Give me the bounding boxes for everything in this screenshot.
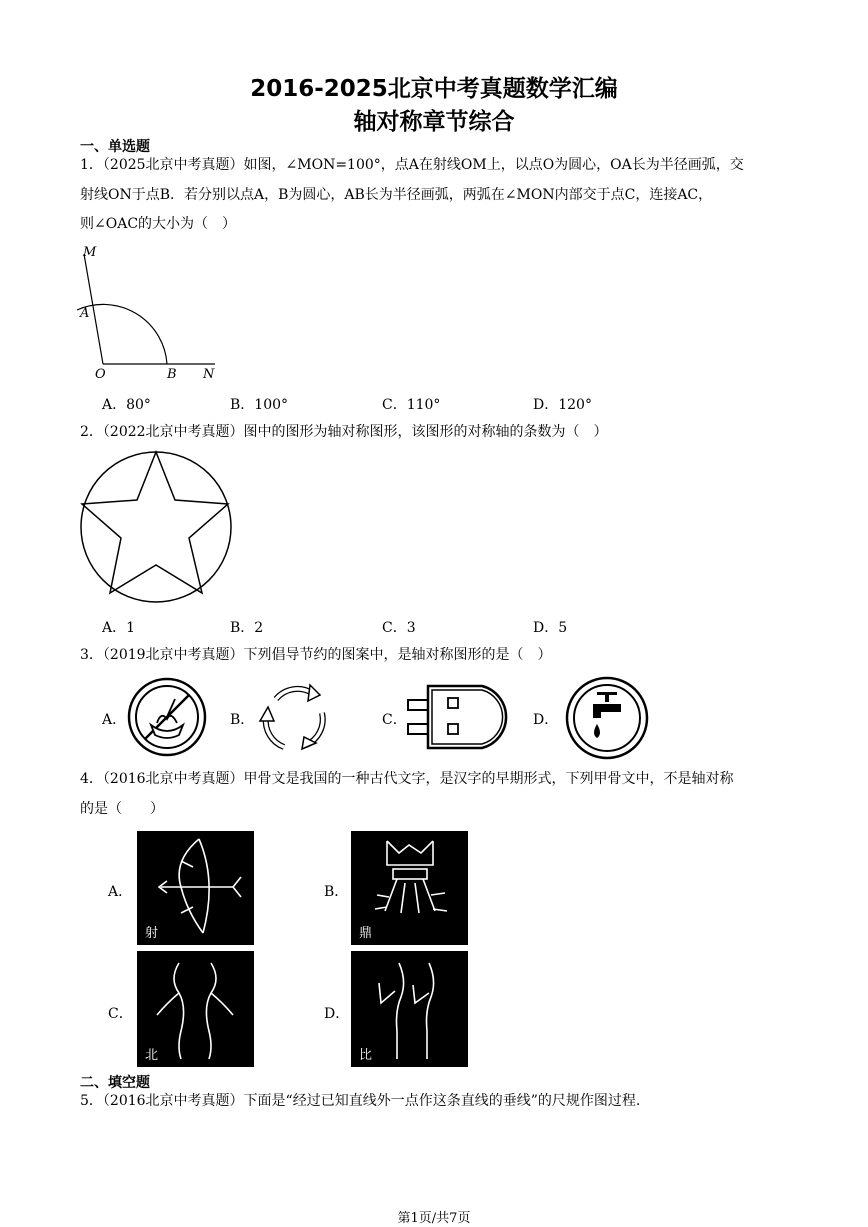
q3-option-b: B． [230,712,255,728]
q4-option-a: A． [108,884,133,900]
oracle-char-a [137,831,254,945]
page-number: 第1页/共7页 [397,1211,471,1226]
q1-option-c: C．110° [382,397,441,413]
label-n: N [203,367,215,382]
water-tap-icon [565,676,649,760]
rice-bowl-icon [127,677,209,759]
label-m: M [83,245,97,260]
q4-text-line1: 4．（2016北京中考真题）甲骨文是我国的一种古代文字，是汉字的早期形式，下列甲骨文中，不是轴对称 [80,771,734,787]
oracle-char-b [351,831,468,945]
q4-option-d: D． [324,1006,350,1022]
q3-option-d: D． [533,712,559,728]
q1-option-a: A．80° [102,397,151,413]
oracle-char-d [351,951,468,1067]
q2-option-a: A．1 [102,620,136,636]
q1-option-d: D．120° [533,397,592,413]
q4-text-line2: 的是（ ） [80,801,164,817]
q4-option-b: B． [324,884,349,900]
outer-circle [81,452,231,602]
q2-star-in-circle [78,448,238,608]
label-b: B [167,367,177,382]
label-a: A [80,306,90,321]
q1-text-line1: 1．（2025北京中考真题）如图，∠MON=100°，点A在射线OM上，以点O为圆心，OA长为半径画弧，交 [80,157,744,173]
q2-text-line1: 2．（2022北京中考真题）图中的图形为轴对称图形，该图形的对称轴的条数为（ ） [80,424,608,440]
doc-subtitle: 轴对称章节综合 [353,109,515,135]
q5-text-line1: 5．（2016北京中考真题）下面是“经过已知直线外一点作这条直线的垂线”的尺规作图过程. [80,1093,641,1109]
oracle-char-b-label: 鼎 [359,926,373,941]
arc-ab [77,304,167,364]
label-o: O [95,367,106,382]
oracle-char-a-label: 射 [145,926,159,941]
oracle-char-c-label: 北 [145,1048,159,1063]
q1-text-line2: 射线ON于点B．若分别以点A，B为圆心，AB长为半径画弧，两弧在∠MON内部交于点C，连接AC， [80,187,713,203]
q1-option-b: B．100° [230,397,289,413]
q3-option-a: A． [102,712,127,728]
q1-text-line3: 则∠OAC的大小为（ ） [80,216,237,232]
q4-option-c: C． [108,1006,133,1022]
recycle-arrows-icon [254,677,336,759]
q2-option-c: C．3 [382,620,416,636]
q3-option-c: C． [382,712,407,728]
q2-option-b: B．2 [230,620,264,636]
q2-option-d: D．5 [533,620,568,636]
section-single-choice: 一、单选题 [80,139,150,155]
doc-title: 2016-2025北京中考真题数学汇编 [250,76,618,102]
q1-figure [75,240,225,385]
q3-text-line1: 3．（2019北京中考真题）下列倡导节约的图案中，是轴对称图形的是（ ） [80,647,552,663]
power-plug-icon [406,682,518,752]
oracle-char-c [137,951,254,1067]
section-fill-blank: 二、填空题 [80,1075,150,1091]
oracle-char-d-label: 比 [359,1048,373,1063]
